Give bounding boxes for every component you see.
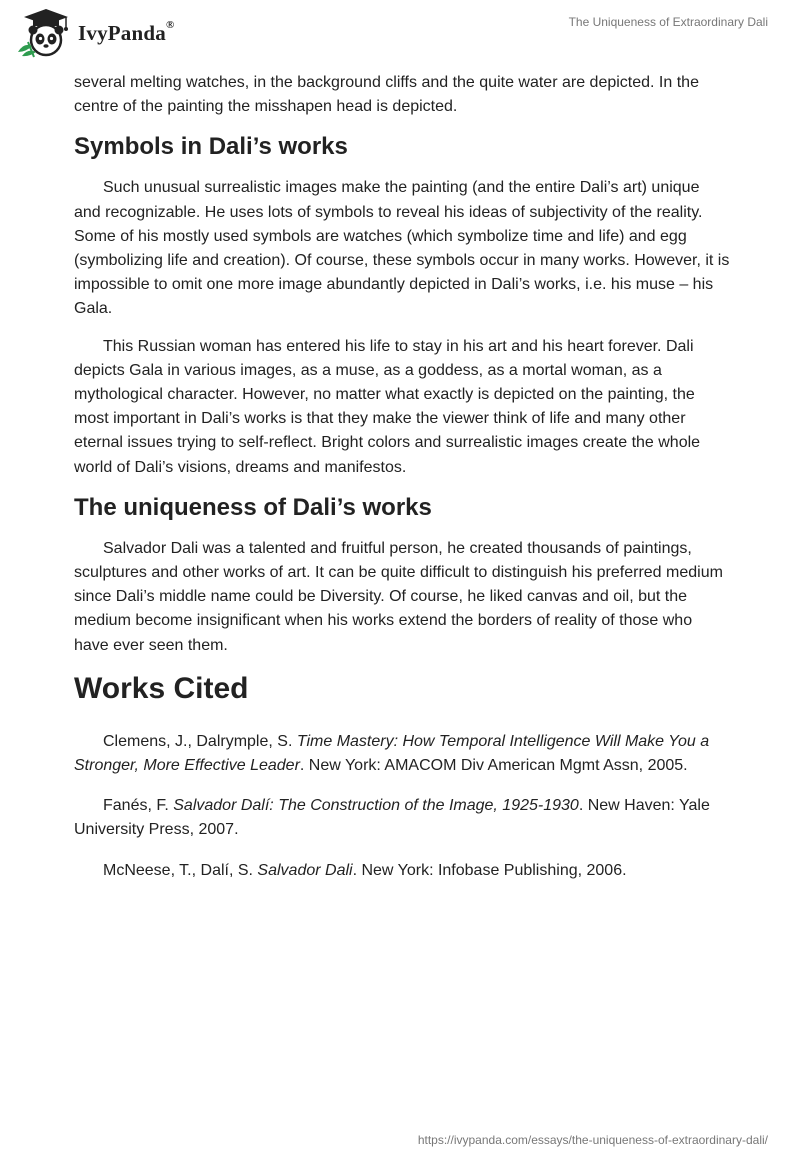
body-paragraph: Salvador Dali was a talented and fruitful person, he created thousands of paintings, sculptures and other works of art. It can be quite difficult to distinguish his preferred medium since Dali’s middle name could be Diversity. Of course, he liked canvas and oil, but the medium become insignificant when his works extend the borders of reality of those who have ever seen them. — [74, 539, 723, 654]
footer-source-url[interactable]: https://ivypanda.com/essays/the-uniqueness-of-extraordinary-dali/ — [417, 1133, 768, 1147]
works-cited-heading: Works Cited — [74, 671, 249, 705]
panda-logo-icon — [14, 8, 72, 58]
citation-authors: Clemens, J., Dalrymple, S. — [103, 732, 297, 750]
body-paragraph: Such unusual surrealistic images make the painting (and the entire Dali’s art) unique and recognizable. He uses lots of symbols to reveal his ideas of subjectivity of the reality. Some of his mostly used symbols are watches (which symbolize time and life) and egg (symbolizing life and creation). Of course, these symbols occur in many works. However, it is impossible to omit one more image abundantly depicted in Dali’s works, i.e. his muse – his Gala. — [74, 179, 730, 318]
citation-authors: Fanés, F. — [103, 797, 174, 815]
section-heading-symbols: Symbols in Dali’s works — [74, 133, 348, 161]
citation-title: Salvador Dalí: The Construction of the Image, 1925-1930 — [173, 797, 579, 815]
document-title: The Uniqueness of Extraordinary Dali — [568, 15, 768, 29]
section-heading-uniqueness: The uniqueness of Dali’s works — [74, 493, 432, 521]
page-header — [0, 0, 800, 66]
ivypanda-logo[interactable] — [14, 8, 174, 58]
citation-title: Time Mastery: How Temporal Intelligence Will Make You a Stronger, More Effective Leader — [74, 732, 710, 775]
citation-publisher: . New York: Infobase Publishing, 2006. — [352, 861, 627, 879]
logo-wordmark: IvyPanda® — [78, 18, 175, 45]
body-paragraph: This Russian woman has entered his life to stay in his art and his heart forever. Dali depicts Gala in various images, as a muse, as a goddess, as a mortal woman, as a mythological character. However, no matter what exactly is depicted on the painting, the most important in Dali’s works is that they make the viewer think of life and many other eternal issues trying to self-reflect. Bright colors and surrealistic images create the whole world of Dali’s visions, dreams and manifestos. — [74, 337, 701, 476]
citation-title: Salvador Dali — [257, 861, 353, 879]
intro-paragraph: several melting watches, in the background cliffs and the quite water are depicted. In the centre of the painting the misshapen head is depicted. — [74, 74, 699, 116]
citation-entry — [74, 794, 730, 842]
citation-publisher: . New Haven: Yale University Press, 2007. — [74, 797, 710, 839]
citation-entry — [74, 859, 730, 883]
citation-publisher: . New York: AMACOM Div American Mgmt Assn, 2005. — [299, 757, 688, 775]
citation-authors: McNeese, T., Dalí, S. — [103, 861, 258, 879]
essay-content — [74, 71, 730, 899]
citation-entry — [74, 730, 730, 778]
